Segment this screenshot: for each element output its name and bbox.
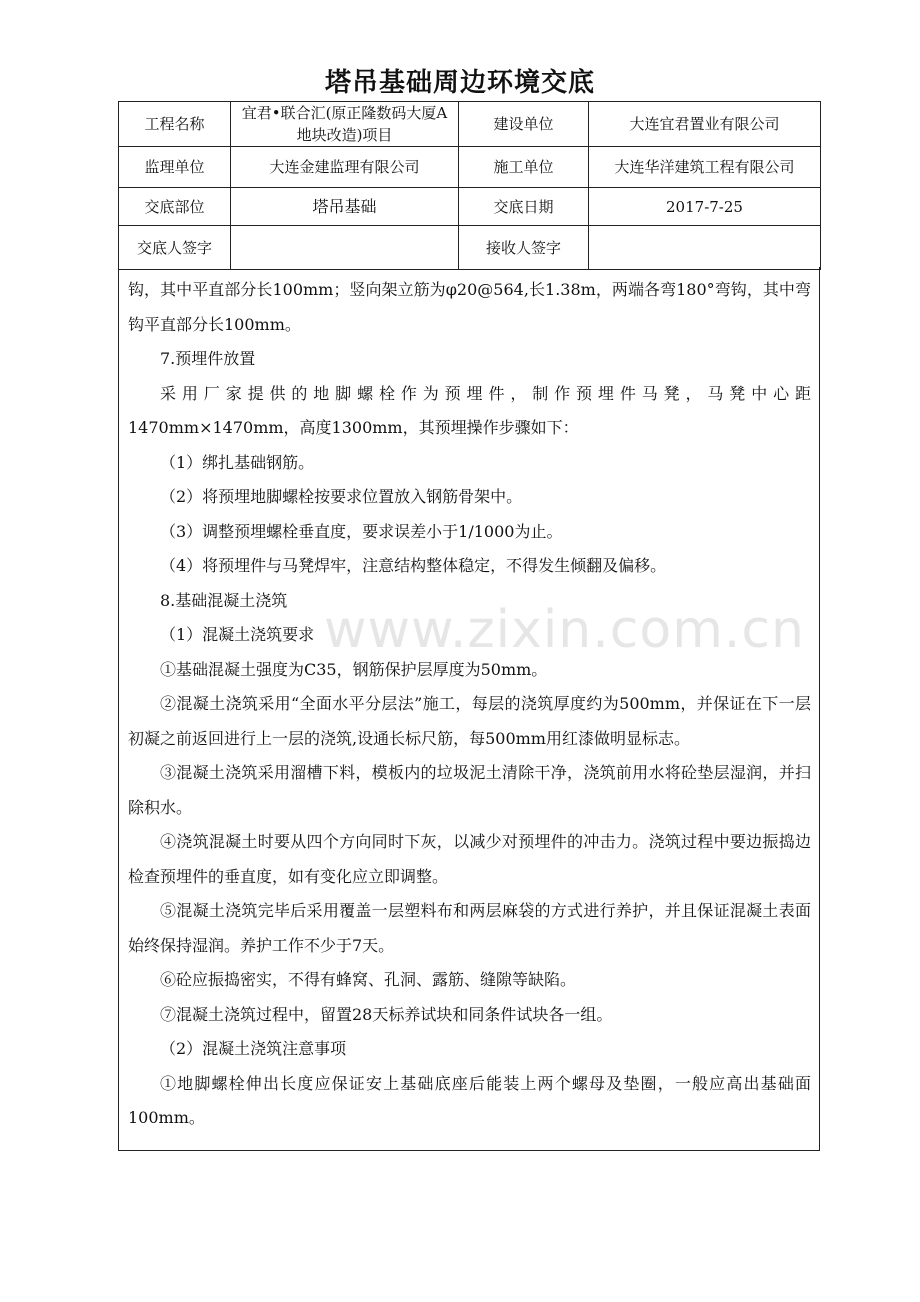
project-name-label: 工程名称 (119, 102, 231, 147)
subsection-heading: （1）混凝土浇筑要求 (160, 625, 315, 644)
paragraph: ⑤混凝土浇筑完毕后采用覆盖一层塑料布和两层麻袋的方式进行养护，并且保证混凝土表面始终保持湿润。养护工作不少于7天。 (128, 901, 811, 955)
paragraph: ⑥砼应振捣密实，不得有蜂窝、孔洞、露筋、缝隙等缺陷。 (160, 970, 577, 989)
list-item: （1）绑扎基础钢筋。 (160, 452, 315, 472)
owner-value: 大连宜君置业有限公司 (589, 102, 821, 147)
body-content-box (118, 267, 820, 1151)
project-name-value: 宜君•联合汇(原正隆数码大厦A地块改造)项目 (231, 102, 459, 147)
location-label: 交底部位 (119, 188, 231, 226)
paragraph: ①地脚螺栓伸出长度应保证安上基础底座后能装上两个螺母及垫圈，一般应高出基础面100mm。 (128, 1073, 811, 1127)
info-table (118, 101, 821, 270)
receiver-sign-field (589, 226, 821, 270)
owner-label: 建设单位 (459, 102, 589, 147)
paragraph: ⑦混凝土浇筑过程中，留置28天标养试块和同条件试块各一组。 (160, 1004, 613, 1024)
supervisor-label: 监理单位 (119, 147, 231, 188)
subsection-heading: （2）混凝土浇筑注意事项 (160, 1039, 347, 1058)
document-title: 塔吊基础周边环境交底 (324, 68, 595, 98)
paragraph: ③混凝土浇筑采用溜槽下料，模板内的垃圾泥土清除干净，浇筑前用水将砼垫层湿润，并扫除积水。 (128, 763, 811, 817)
info-row-project (119, 102, 821, 147)
issuer-sign-field (231, 226, 459, 270)
paragraph: 钩，其中平直部分长100mm；竖向架立筋为φ20@564,长1.38m，两端各弯180°弯钩，其中弯钩平直部分长100mm。 (128, 280, 811, 334)
list-item: （4）将预埋件与马凳焊牢，注意结构整体稳定，不得发生倾翻及偏移。 (160, 556, 667, 575)
issuer-sign-label: 交底人签字 (119, 226, 231, 270)
info-row-location (119, 188, 821, 226)
location-value: 塔吊基础 (231, 188, 459, 226)
paragraph: 采用厂家提供的地脚螺栓作为预埋件，制作预埋件马凳，马凳中心距1470mm×1470mm，高度1300mm，其预埋操作步骤如下： (128, 383, 811, 437)
paragraph: ②混凝土浇筑采用“全面水平分层法”施工，每层的浇筑厚度约为500mm，并保证在下一层初凝之前返回进行上一层的浇筑,设通长标尺筋，每500mm用红漆做明显标志。 (128, 694, 811, 748)
paragraph: ①基础混凝土强度为C35，钢筋保护层厚度为50mm。 (160, 659, 548, 679)
paragraph: ④浇筑混凝土时要从四个方向同时下灰，以减少对预埋件的冲击力。浇筑过程中要边振捣边检查预埋件的垂直度，如有变化应立即调整。 (128, 832, 811, 886)
contractor-label: 施工单位 (459, 147, 589, 188)
date-value: 2017-7-25 (589, 188, 821, 226)
body-text (119, 267, 819, 1136)
info-row-units (119, 147, 821, 188)
supervisor-value: 大连金建监理有限公司 (231, 147, 459, 188)
section-heading: 7.预埋件放置 (160, 349, 256, 368)
date-label: 交底日期 (459, 188, 589, 226)
list-item: （3）调整预埋螺栓垂直度，要求误差小于1/1000为止。 (160, 521, 563, 541)
contractor-value: 大连华洋建筑工程有限公司 (589, 147, 821, 188)
list-item: （2）将预埋地脚螺栓按要求位置放入钢筋骨架中。 (160, 487, 523, 506)
section-heading: 8.基础混凝土浇筑 (160, 590, 288, 610)
receiver-sign-label: 接收人签字 (459, 226, 589, 270)
info-row-signatures (119, 226, 821, 270)
watermark: www.zixin.com.cn (324, 600, 805, 660)
